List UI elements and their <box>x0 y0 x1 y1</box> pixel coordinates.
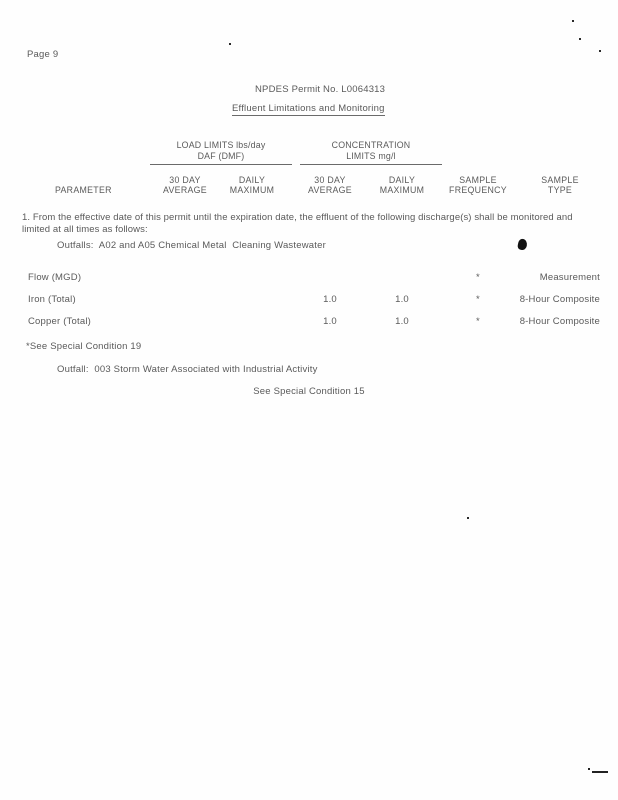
column-header-load-daily-maximum <box>216 175 288 195</box>
special-condition-footnote: *See Special Condition 19 <box>26 341 142 352</box>
scan-speck <box>579 38 581 40</box>
row-copper-sample-type: 8-Hour Composite <box>519 316 600 327</box>
col6-line2: TYPE <box>547 185 573 195</box>
row-iron-conc-average: 1.0 <box>323 294 337 305</box>
scan-speck <box>572 20 574 22</box>
column-header-parameter <box>55 185 145 195</box>
concentration-line2: LIMITS mg/l <box>346 151 396 161</box>
row-iron-parameter: Iron (Total) <box>28 294 76 305</box>
col1-line2: AVERAGE <box>163 185 207 195</box>
ink-blob-mark <box>517 238 528 251</box>
outfalls-a02-a05-line: Outfalls: A02 and A05 Chemical Metal Cleaning Wastewater <box>57 240 326 251</box>
scan-speck <box>599 50 601 52</box>
row-flow-parameter: Flow (MGD) <box>28 272 82 283</box>
row-flow-sample-frequency: * <box>476 272 480 283</box>
scan-speck <box>229 43 231 45</box>
column-header-conc-30day-average <box>294 175 366 195</box>
item-1-paragraph: 1. From the effective date of this permit until the expiration date, the effluent of the following discharge(s) shall be monitored and limited at all times as follows: <box>22 212 573 235</box>
column-header-sample-frequency <box>440 175 516 195</box>
col5-line1: SAMPLE <box>459 175 497 185</box>
load-limits-line2: DAF (DMF) <box>197 151 245 161</box>
see-special-condition-line: See Special Condition 15 <box>253 386 365 397</box>
section-heading: Effluent Limitations and Monitoring <box>232 103 385 114</box>
column-header-sample-type <box>524 175 596 195</box>
col6-line1: SAMPLE <box>541 175 579 185</box>
permit-number: NPDES Permit No. L0064313 <box>255 84 386 95</box>
col3-line2: AVERAGE <box>308 185 352 195</box>
scan-speck <box>588 768 590 770</box>
row-copper-sample-frequency: * <box>476 316 480 327</box>
row-iron-sample-type: 8-Hour Composite <box>519 294 600 305</box>
col3-line1: 30 DAY <box>314 175 346 185</box>
row-iron-sample-frequency: * <box>476 294 480 305</box>
col4-line1: DAILY <box>388 175 416 185</box>
col1-line1: 30 DAY <box>169 175 201 185</box>
scan-speck <box>467 517 469 519</box>
outfall-003-line: Outfall: 003 Storm Water Associated with Industrial Activity <box>57 364 318 375</box>
row-copper-conc-maximum: 1.0 <box>395 316 409 327</box>
load-limits-line1: LOAD LIMITS lbs/day <box>176 140 266 150</box>
page-number: Page 9 <box>27 49 59 60</box>
col2-line2: MAXIMUM <box>229 185 275 195</box>
column-header-load-30day-average <box>149 175 221 195</box>
load-limits-group-header <box>150 140 292 165</box>
row-iron-conc-maximum: 1.0 <box>395 294 409 305</box>
col4-line2: MAXIMUM <box>379 185 425 195</box>
parameter-label: PARAMETER <box>55 185 112 195</box>
col5-line2: FREQUENCY <box>449 185 507 195</box>
row-copper-parameter: Copper (Total) <box>28 316 91 327</box>
concentration-line1: CONCENTRATION <box>331 140 411 150</box>
column-header-conc-daily-maximum <box>366 175 438 195</box>
col2-line1: DAILY <box>238 175 266 185</box>
row-flow-sample-type: Measurement <box>539 272 600 283</box>
concentration-group-header <box>300 140 442 165</box>
row-copper-conc-average: 1.0 <box>323 316 337 327</box>
scan-artifact-line <box>592 771 608 773</box>
